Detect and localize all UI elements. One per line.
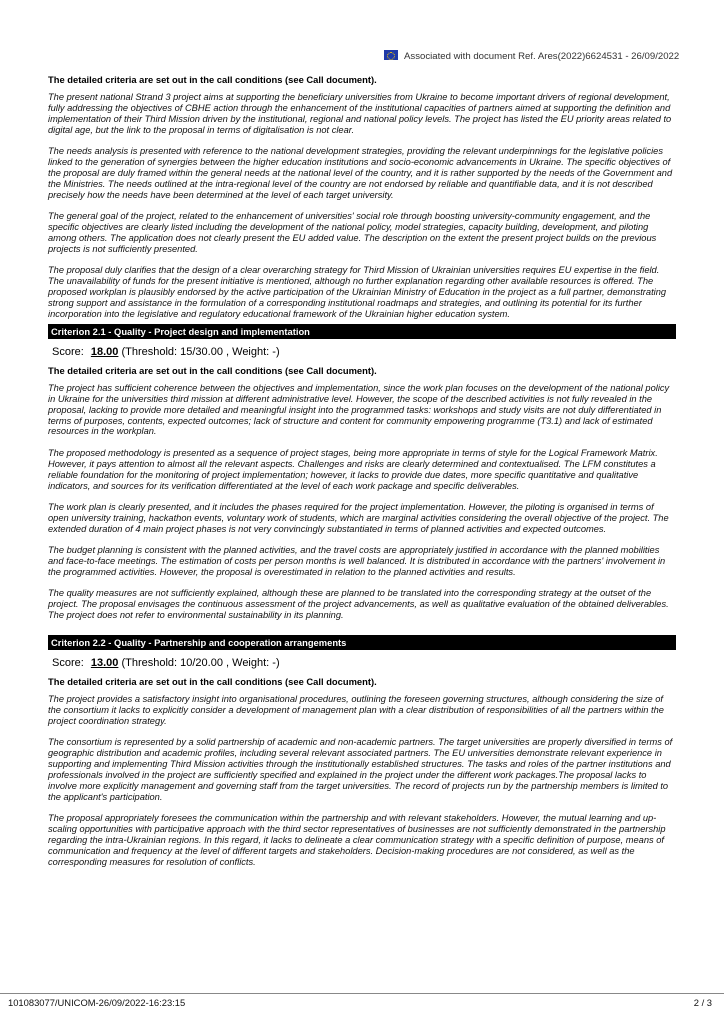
- footer-page-number: 2 / 3: [693, 997, 712, 1008]
- evaluation-paragraph: The needs analysis is presented with reference to the national development strategies, providing the relevant underpinnings for the legislative policies linked to the generation of synergies between the higher education institutions and socio-economic advancements in Ukraine. The specific objectives of the proposal are duly framed within the general needs at the national level of the country, and it is rather supported by the needs of the Government and the Ministries. The needs outlined at the intra-regional level of the country are not endorsed by reliable and quantifiable data, and it is not described precisely how the needs have been determined at the level of each target university.: [48, 146, 673, 200]
- section-criterion-2-2: [48, 635, 676, 868]
- stamp-text: Associated with document Ref. Ares(2022)6624531 - 26/09/2022: [404, 51, 680, 62]
- evaluation-paragraph: The present national Strand 3 project aims at supporting the beneficiary universities from Ukraine to become important drivers of regional development, fully addressing the objectives of CBHE action through the enhancement of the institutional capacities of partners aimed at supporting the definition and implementation of their Third Mission driven by the institutional, regional and national policy levels. The project has listed the EU priority areas related to digital age, but the link to the proposal in terms of digitalisation is not clear.: [48, 92, 672, 135]
- score-value: 13.00: [90, 657, 119, 670]
- eu-flag-icon: [384, 50, 398, 60]
- evaluation-paragraph: The budget planning is consistent with the planned activities, and the travel costs are appropriately justified in accordance with the planned mobilities and face-to-face meetings. The estimation of costs per person months is well balanced. It is distributed in accordance with the partners' involvement in the programmed activities. However, the proposal is overestimated in relation to the planned activities and results.: [48, 545, 666, 577]
- score-label: Score:: [52, 345, 84, 358]
- footer-document-id: 101083077/UNICOM-26/09/2022-16:23:15: [8, 997, 186, 1008]
- evaluation-paragraph: The quality measures are not sufficiently explained, although these are planned to be translated into the corresponding strategy at the outset of the project. The proposal envisages the continuous assessment of the project advancements, as well as qualitative evaluation of the obtained deliverables. The project does not refer to environmental sustainability in its planning.: [48, 588, 669, 621]
- document-body: [48, 74, 676, 878]
- score-threshold: (Threshold: 10/20.00 , Weight: -): [121, 657, 280, 670]
- evaluation-paragraph: The proposal appropriately foresees the communication within the partnership and with relevant stakeholders. However, the mutual learning and up-scaling opportunities with participative approach with the third sector representatives of businesses are not sufficiently demonstrated in the partnership regarding the intra-Ukrainian regions. In this regard, it lacks to delineate a clear communication strategy with a specific definition of purpose, means of communication and frequency at the level of different targets and stakeholders. Decision-making procedures are not considered, as well as the corresponding measures for resolution of conflicts.: [48, 813, 666, 867]
- evaluation-paragraph: The general goal of the project, related to the enhancement of universities' social role through boosting university-community engagement, and the specific objectives are clearly listed including the development of the national policy, model strategies, capacity building, development, and piloting among others. The application does not clearly present the EU added value. The description on the extent the present project builds on the previous projects is not sufficiently presented.: [48, 211, 657, 254]
- section-criterion-2-1: [48, 324, 676, 621]
- criteria-note: The detailed criteria are set out in the call conditions (see Call document).: [48, 364, 377, 376]
- evaluation-paragraph: The proposal duly clarifies that the design of a clear overarching strategy for Third Mission of Ukrainian universities requires EU expertise in the field. The unavailability of funds for the present initiative is mentioned, although no further explanation regarding other available resources is offered. The proposed workplan is plausibly endorsed by the active participation of the Ukrainian Ministry of Education in the project as a full partner, demonstrating strong support and assistance in the formulation of a corresponding institutional roadmaps and strategies, and outlining its potential for its further incorporation into the legislative and regulatory educational framework of the Ukrainian higher education system.: [48, 265, 667, 319]
- evaluation-paragraph: The project provides a satisfactory insight into organisational procedures, outlining the foreseen governing structures, although considering the size of the consortium it lacks to explicitly consider a development of management plan with a clear distribution of responsibilities of all the partners within the project coordination strategy.: [48, 694, 664, 726]
- score-label: Score:: [52, 657, 84, 670]
- footer-divider: [0, 993, 724, 994]
- section-previous-criterion: [48, 74, 676, 320]
- evaluation-paragraph: The proposed methodology is presented as a sequence of project stages, being more appropriate in terms of style for the Logical Framework Matrix. However, it pays attention to almost all the relevant aspects. Challenges and risks are clearly determined and contextualised. The LFM constitutes a reliable foundation for the monitoring of project implementation; however, it lacks to provide due dates, more specific quantitative and qualitative indicators, and sources for its verification differentiated at the level of each work package and specific deliverables.: [48, 447, 658, 491]
- criterion-header: Criterion 2.2 - Quality - Partnership and cooperation arrangements: [48, 635, 676, 650]
- evaluation-paragraph: The project has sufficient coherence between the objectives and implementation, since the work plan focuses on the development of the national policy in Ukraine for the universities third mission at different administrative level. However, the scope of the described activities is not fully revealed in the proposal, lacking to provide more detailed and meaningful insight into the programmed tasks: workshops and study visits are not duly differentiated in terms of purposes, contents, expected outcomes; lack of structure and content for community empowering programme (T3.1) and lack of estimated resources in the workplan.: [48, 382, 670, 437]
- evaluation-paragraph: The work plan is clearly presented, and it includes the phases required for the project implementation. However, the piloting is organised in terms of open university training, hackathon events, voluntary work of students, which are marginal activities considering the overall objective of the project. The extended duration of 4 main project phases is not very convincingly substantiated in terms of planned activities and expected outcomes.: [48, 501, 669, 534]
- criteria-note: The detailed criteria are set out in the call conditions (see Call document).: [48, 676, 377, 688]
- criterion-header: Criterion 2.1 - Quality - Project design and implementation: [48, 324, 676, 339]
- criteria-note: The detailed criteria are set out in the call conditions (see Call document).: [48, 74, 377, 85]
- evaluation-paragraph: The consortium is represented by a solid partnership of academic and non-academic partners. The target universities are properly diversified in terms of geographic distribution and academic profiles, including several relevant associated partners. The EU universities demonstrate relevant experience in supporting and implementing Third Mission activities through the institutionally established structures. The tasks and roles of the partner institutions and professionals involved in the project are sufficiently specified and explained in the project under the different work packages.The proposal lacks to involve more explicitly management and governing staff from the target universities. The record of projects run by the partnership members is limited to the applicant's participation.: [48, 737, 673, 802]
- score-line: [52, 345, 676, 359]
- score-threshold: (Threshold: 15/30.00 , Weight: -): [121, 345, 280, 358]
- score-line: [52, 656, 676, 670]
- document-reference-stamp: [384, 50, 694, 62]
- score-value: 18.00: [90, 345, 119, 358]
